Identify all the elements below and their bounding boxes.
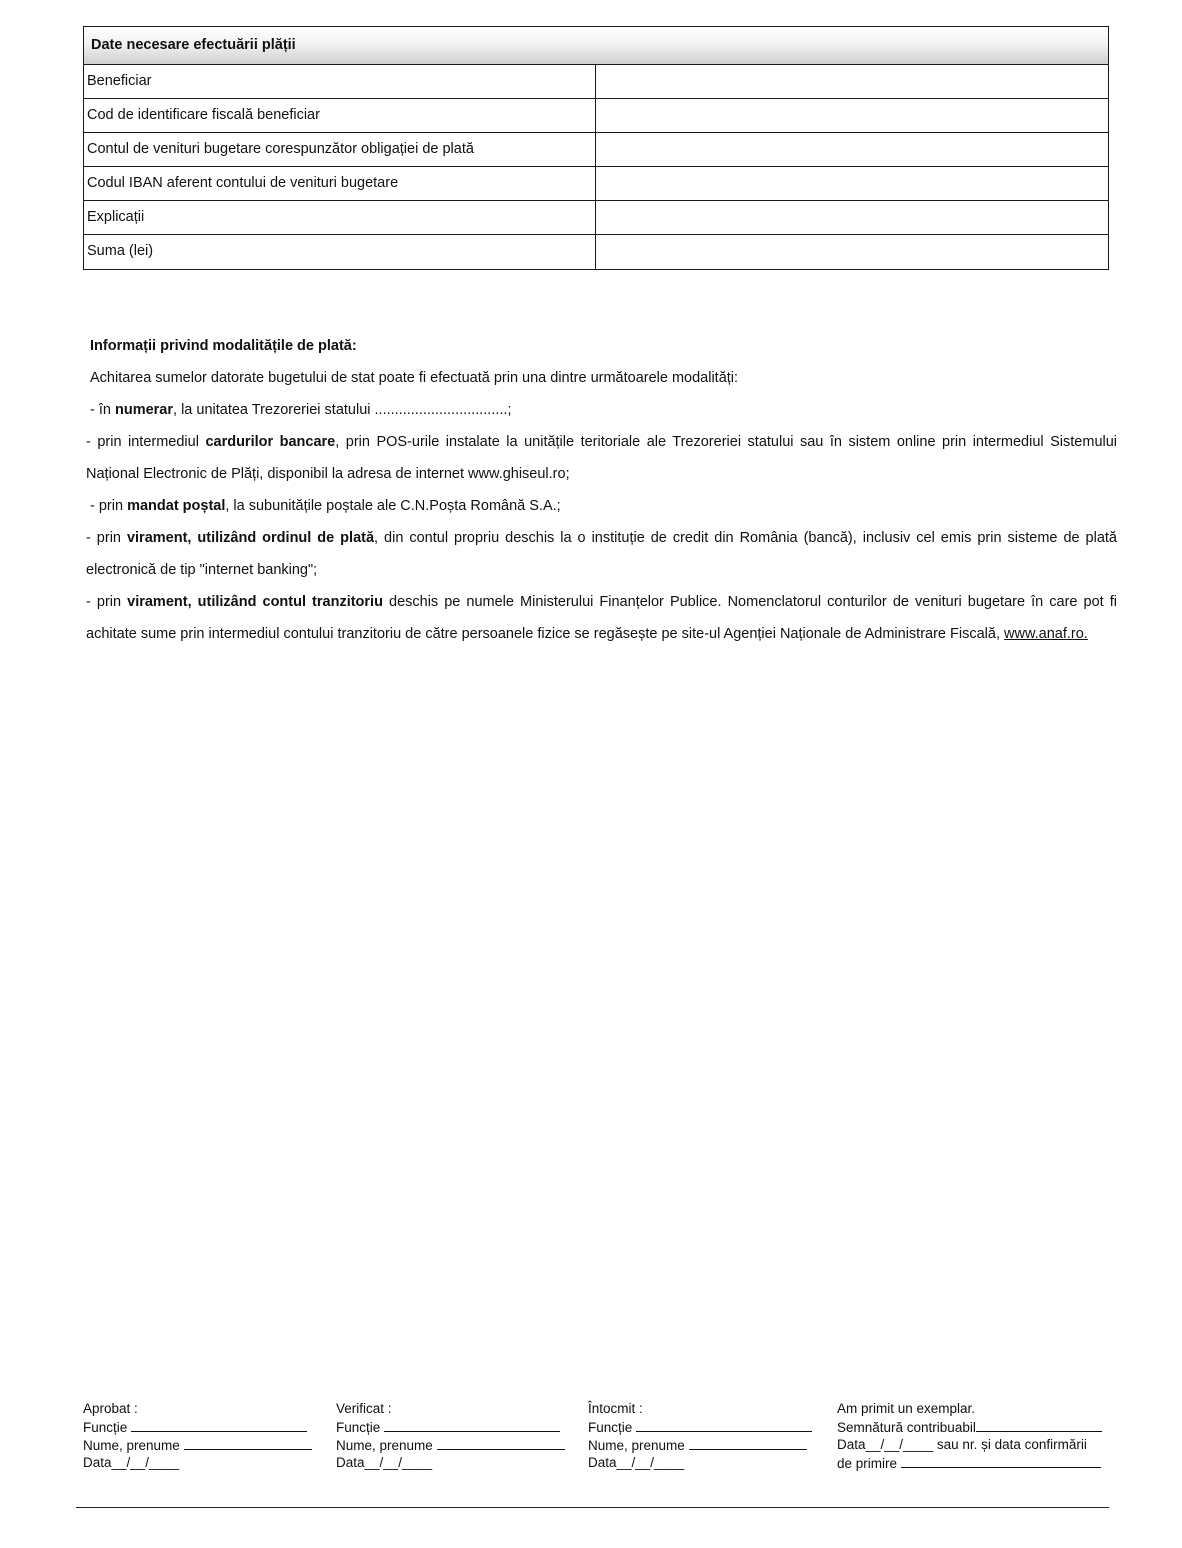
table-row-fiscal-code bbox=[84, 99, 1108, 133]
method-name: virament, utilizând contul tranzitoriu bbox=[127, 594, 383, 610]
method-details: , din contul propriu deschis la o instituție de credit din România (bancă), inclusiv cel emis prin sisteme de plată electronică de tip "internet banking"; bbox=[86, 530, 1117, 578]
method-details: , prin POS-urile instalate la unitățile teritoriale ale Trezoreriei statului sau în sistem online prin intermediul Sistemului Național Electronic de Plăți, disponibil la adresa de internet www.ghiseul.ro; bbox=[86, 434, 1118, 482]
name-line bbox=[336, 1436, 565, 1454]
receipt-line bbox=[837, 1454, 1102, 1472]
method-cash bbox=[86, 394, 1117, 426]
signature-block-approved bbox=[83, 1400, 312, 1472]
table-row-iban bbox=[84, 167, 1108, 201]
row-label: Cod de identificare fiscală beneficiar bbox=[84, 99, 596, 132]
table-row-revenue-account bbox=[84, 133, 1108, 167]
method-name: cardurilor bancare bbox=[205, 434, 336, 450]
table-row-explanations bbox=[84, 201, 1108, 235]
method-prefix: - prin bbox=[86, 530, 127, 546]
function-line bbox=[588, 1418, 812, 1436]
date-line[interactable]: Data__/__/____ bbox=[588, 1455, 685, 1470]
method-details: , la unitatea Trezoreriei statului .................................; bbox=[173, 402, 512, 418]
receipt-date-line[interactable]: Data__/__/____ sau nr. și data confirmării bbox=[837, 1437, 1087, 1452]
method-bank-cards bbox=[86, 426, 1117, 490]
row-value-field[interactable] bbox=[596, 65, 1108, 98]
info-intro: Achitarea sumelor datorate bugetului de stat poate fi efectuată prin una dintre următoarele modalități: bbox=[90, 370, 739, 386]
method-details: deschis pe numele Ministerului Finanțelor Publice. Nomenclatorul conturilor de venituri bugetare în care pot fi achitate sume prin intermediul contului tranzitoriu de către persoanele fizice se regăsește pe site-ul Agenției Naționale de Administrare Fiscală, bbox=[86, 594, 1117, 642]
receipt-label: de primire bbox=[837, 1456, 898, 1471]
name-label: Nume, prenume bbox=[83, 1438, 180, 1453]
row-value-field[interactable] bbox=[596, 133, 1108, 166]
method-name: numerar bbox=[114, 402, 174, 418]
method-details: , la subunitățile poștale ale C.N.Poșta Română S.A.; bbox=[225, 498, 561, 514]
received-statement: Am primit un exemplar. bbox=[837, 1401, 976, 1416]
method-name: mandat poștal bbox=[127, 498, 226, 514]
taxpayer-signature-label: Semnătură contribuabil bbox=[837, 1420, 976, 1435]
payment-info-section bbox=[86, 330, 1117, 650]
function-label: Funcție bbox=[336, 1420, 381, 1435]
method-prefix: - prin intermediul bbox=[86, 434, 206, 450]
taxpayer-signature-blank[interactable] bbox=[976, 1418, 1102, 1432]
table-header: Date necesare efectuării plății bbox=[84, 27, 1108, 65]
row-label: Beneficiar bbox=[84, 65, 596, 98]
receipt-blank[interactable] bbox=[901, 1454, 1101, 1468]
row-label: Explicații bbox=[84, 201, 596, 234]
signature-block-verified bbox=[336, 1400, 565, 1472]
method-payment-order bbox=[86, 522, 1117, 586]
row-label: Codul IBAN aferent contului de venituri bugetare bbox=[84, 167, 596, 200]
name-line bbox=[588, 1436, 812, 1454]
name-blank[interactable] bbox=[689, 1436, 807, 1450]
name-blank[interactable] bbox=[437, 1436, 565, 1450]
name-label: Nume, prenume bbox=[336, 1438, 433, 1453]
function-blank[interactable] bbox=[131, 1418, 307, 1432]
anaf-link[interactable]: www.anaf.ro. bbox=[1004, 626, 1088, 642]
row-value-field[interactable] bbox=[596, 235, 1108, 269]
payment-data-table bbox=[83, 26, 1109, 270]
method-name: virament, utilizând ordinul de plată bbox=[126, 530, 375, 546]
method-transit-account bbox=[86, 586, 1117, 650]
taxpayer-signature-line bbox=[837, 1418, 1102, 1436]
table-row-beneficiary bbox=[84, 65, 1108, 99]
method-postal-order bbox=[86, 490, 1117, 522]
row-label: Contul de venituri bugetare corespunzător obligației de plată bbox=[84, 133, 596, 166]
row-value-field[interactable] bbox=[596, 99, 1108, 132]
function-blank[interactable] bbox=[384, 1418, 560, 1432]
info-title: Informații privind modalitățile de plată: bbox=[90, 338, 357, 354]
signature-title: Verificat : bbox=[336, 1401, 392, 1416]
method-prefix: - prin bbox=[86, 594, 128, 610]
function-blank[interactable] bbox=[636, 1418, 812, 1432]
signature-block-prepared bbox=[588, 1400, 812, 1472]
row-value-field[interactable] bbox=[596, 201, 1108, 234]
date-line[interactable]: Data__/__/____ bbox=[83, 1455, 180, 1470]
function-label: Funcție bbox=[588, 1420, 633, 1435]
function-line bbox=[336, 1418, 565, 1436]
bottom-divider bbox=[76, 1507, 1109, 1508]
name-blank[interactable] bbox=[184, 1436, 312, 1450]
method-prefix: - prin bbox=[90, 498, 128, 514]
row-label: Suma (lei) bbox=[84, 235, 596, 269]
function-label: Funcție bbox=[83, 1420, 128, 1435]
method-prefix: - în bbox=[90, 402, 115, 418]
name-label: Nume, prenume bbox=[588, 1438, 685, 1453]
signature-title: Întocmit : bbox=[588, 1401, 643, 1416]
signature-block-received bbox=[837, 1400, 1102, 1472]
date-line[interactable]: Data__/__/____ bbox=[336, 1455, 433, 1470]
row-value-field[interactable] bbox=[596, 167, 1108, 200]
name-line bbox=[83, 1436, 312, 1454]
function-line bbox=[83, 1418, 312, 1436]
table-row-amount bbox=[84, 235, 1108, 269]
signature-title: Aprobat : bbox=[83, 1401, 138, 1416]
